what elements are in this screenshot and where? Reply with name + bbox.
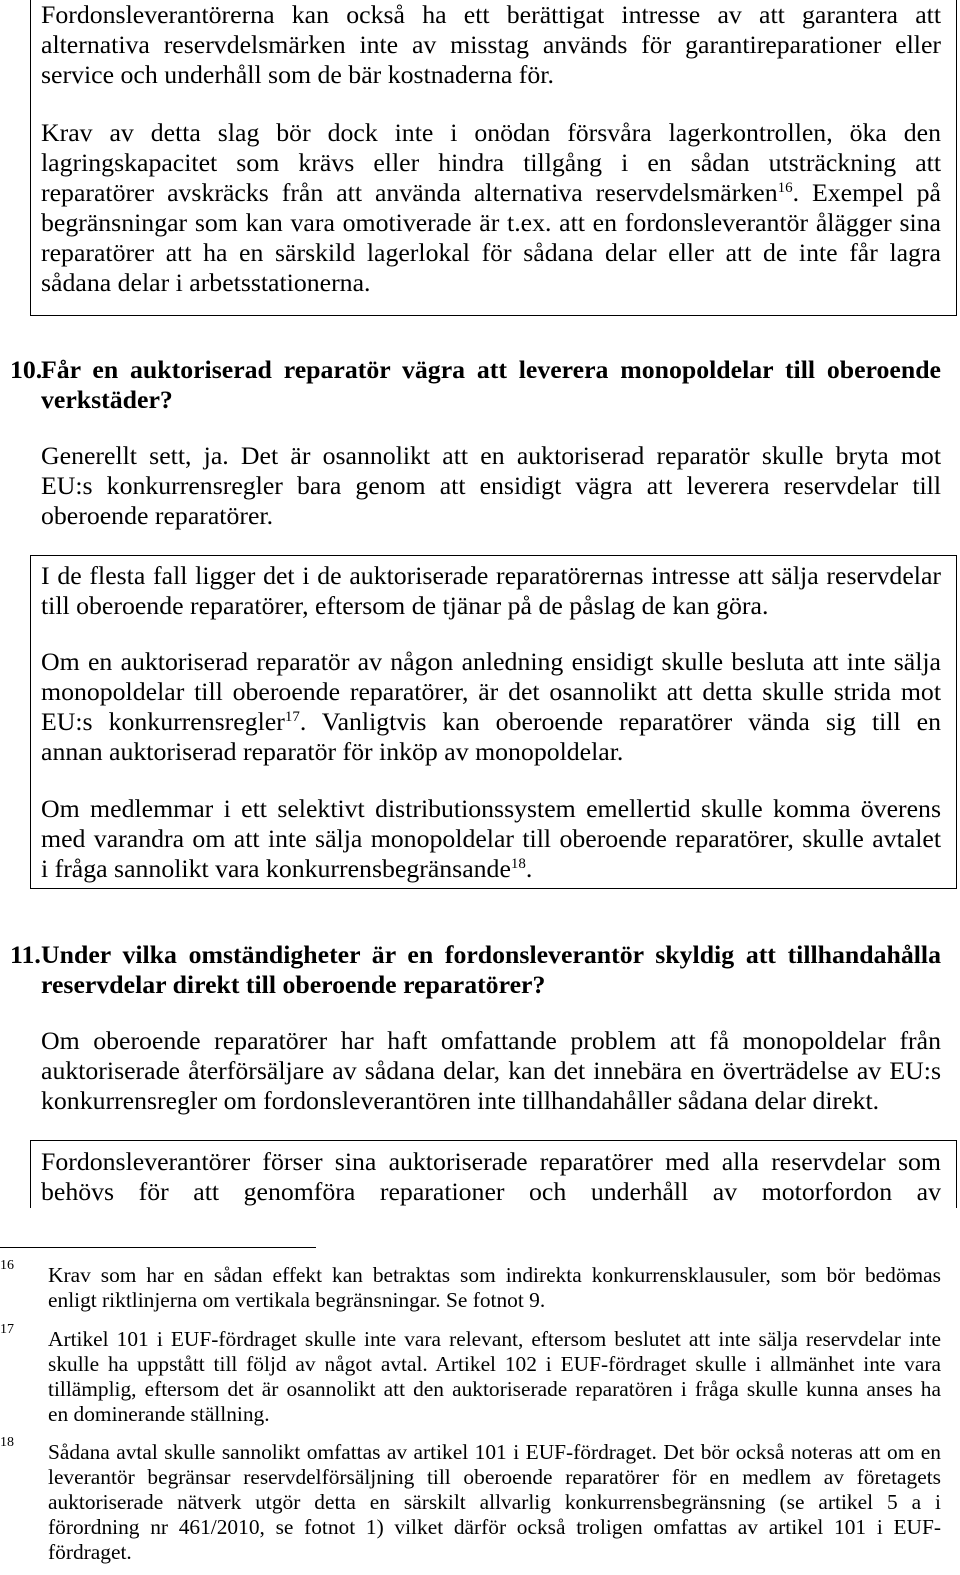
footnote-line: tillämplig, eftersom det är osannolikt att den auktoriserade reparatören i fråga skulle kunna anses ha xyxy=(48,1377,941,1401)
section-number: 10. xyxy=(10,355,43,384)
text-line: annan auktoriserad reparatör för inköp av monopoldelar. xyxy=(41,737,624,766)
text-line: Krav av detta slag bör dock inte i onödan försvåra lagerkontrollen, öka den xyxy=(41,118,941,147)
footnote-line: auktoriserade nätverk utgör detta en särskilt allvarlig konkurrensbegränsning (se artikel 5 a i xyxy=(48,1490,941,1514)
paragraph xyxy=(41,1147,941,1207)
text-line: till oberoende reparatörer, eftersom de tjänar på de påslag de kan göra. xyxy=(41,591,769,620)
footnote-number: 18 xyxy=(0,1435,14,1450)
footnote-line: en dominerande ställning. xyxy=(48,1402,270,1426)
footnote-reference: 17 xyxy=(284,709,300,725)
footnote-line: Sådana avtal skulle sannolikt omfattas av artikel 101 i EUF-fördraget. Det bör också noteras att om en xyxy=(48,1440,941,1464)
text-line: auktoriserade återförsäljare av sådana delar, kan det innebära en överträdelse av EU:s xyxy=(41,1056,941,1085)
footnote-line: Krav som har en sådan effekt kan betraktas som indirekta konkurrensklausuler, som bör bedömas xyxy=(48,1263,941,1287)
footnote-number: 17 xyxy=(0,1322,14,1337)
heading-line: Under vilka omständigheter är en fordonsleverantör skyldig att tillhandahålla xyxy=(41,940,941,969)
footnote-line: skulle ha uppstått till följd av något avtal. Artikel 102 i EUF-fördraget skulle i allmänhet inte vara xyxy=(48,1352,941,1376)
text-line: behövs för att genomföra reparationer och underhåll av motorfordon av xyxy=(41,1177,941,1206)
text-line: Om medlemmar i ett selektivt distributionssystem emellertid skulle komma överens xyxy=(41,794,941,823)
section-heading xyxy=(41,355,941,415)
text-segment: i fråga sannolikt vara konkurrensbegränsande xyxy=(41,854,511,883)
text-line: sådana delar i arbetsstationerna. xyxy=(41,268,371,297)
section-number: 11. xyxy=(10,940,41,969)
text-segment: . xyxy=(525,854,533,883)
paragraph xyxy=(41,118,941,298)
text-line: konkurrensregler om fordonsleverantören inte tillhandahåller sådana delar direkt. xyxy=(41,1086,880,1115)
text-line: med varandra om att inte sälja monopoldelar till oberoende reparatörer, skulle avtalet xyxy=(41,824,941,853)
text-line: begränsningar som kan vara omotiverade är t.ex. att en fordonsleverantör ålägger sina xyxy=(41,208,941,237)
text-segment: reparatörer avskräcks från att använda alternativa reservdelsmärken xyxy=(41,178,778,207)
text-line xyxy=(41,854,941,884)
paragraph xyxy=(41,794,941,884)
footnote-reference: 18 xyxy=(510,856,526,872)
footnote xyxy=(48,1263,941,1313)
text-line: Om oberoende reparatörer har haft omfattande problem att få monopoldelar från xyxy=(41,1026,941,1055)
text-segment: EU:s konkurrensregler xyxy=(41,707,285,736)
paragraph xyxy=(41,647,941,767)
footnote-reference: 16 xyxy=(777,180,793,196)
text-line: I de flesta fall ligger det i de auktoriserade reparatörernas intresse att sälja reservdelar xyxy=(41,561,941,590)
text-line: oberoende reparatörer. xyxy=(41,501,274,530)
text-line: Fordonsleverantörerna kan också ha ett berättigat intresse av att garantera att xyxy=(41,0,941,29)
text-line: alternativa reservdelsmärken inte av misstag används för garantireparationer eller xyxy=(41,30,941,59)
footnote xyxy=(48,1327,941,1427)
heading-line: verkstäder? xyxy=(41,385,173,414)
paragraph xyxy=(41,0,941,90)
text-line: Om en auktoriserad reparatör av någon anledning ensidigt skulle besluta att inte sälja xyxy=(41,647,941,676)
paragraph xyxy=(41,441,941,531)
text-segment: . Vanligtvis kan oberoende reparatörer vända sig till en xyxy=(299,707,941,736)
text-line: reparatörer att ha en särskild lagerlokal för sådana delar eller att de inte får lagra xyxy=(41,238,941,267)
footnote-line: fördraget. xyxy=(48,1540,132,1564)
footnote-separator xyxy=(0,1247,316,1248)
footnote xyxy=(48,1440,941,1565)
footnote-number: 16 xyxy=(0,1258,14,1273)
text-line: EU:s konkurrensregler bara genom att ensidigt vägra att leverera reservdelar till xyxy=(41,471,941,500)
heading-line: Får en auktoriserad reparatör vägra att leverera monopoldelar till oberoende xyxy=(41,355,941,384)
text-line: monopoldelar till oberoende reparatörer, är det osannolikt att detta skulle strida mot xyxy=(41,677,941,706)
footnote-line: enligt riktlinjerna om vertikala begränsningar. Se fotnot 9. xyxy=(48,1288,546,1312)
text-line: service och underhåll som de bär kostnaderna för. xyxy=(41,60,554,89)
section-heading xyxy=(41,940,941,1000)
text-line xyxy=(41,707,941,737)
text-line xyxy=(41,178,941,208)
footnote-line: Artikel 101 i EUF-fördraget skulle inte vara relevant, eftersom beslutet att inte sälja reservdelar inte xyxy=(48,1327,941,1351)
heading-line: reservdelar direkt till oberoende reparatörer? xyxy=(41,970,546,999)
footnote-line: förordning nr 461/2010, se fotnot 1) vilket därför också troligen omfattas av artikel 101 i EUF- xyxy=(48,1515,941,1539)
text-line: Generellt sett, ja. Det är osannolikt att en auktoriserad reparatör skulle bryta mot xyxy=(41,441,941,470)
paragraph xyxy=(41,561,941,621)
paragraph xyxy=(41,1026,941,1116)
text-line: Fordonsleverantörer förser sina auktoriserade reparatörer med alla reservdelar som xyxy=(41,1147,941,1176)
text-segment: . Exempel på xyxy=(792,178,942,207)
text-line: lagringskapacitet som krävs eller hindra tillgång i en sådan utsträckning att xyxy=(41,148,941,177)
footnote-line: leverantör begränsar reservdelförsäljning till oberoende reparatörer för en medlem av företagets xyxy=(48,1465,941,1489)
